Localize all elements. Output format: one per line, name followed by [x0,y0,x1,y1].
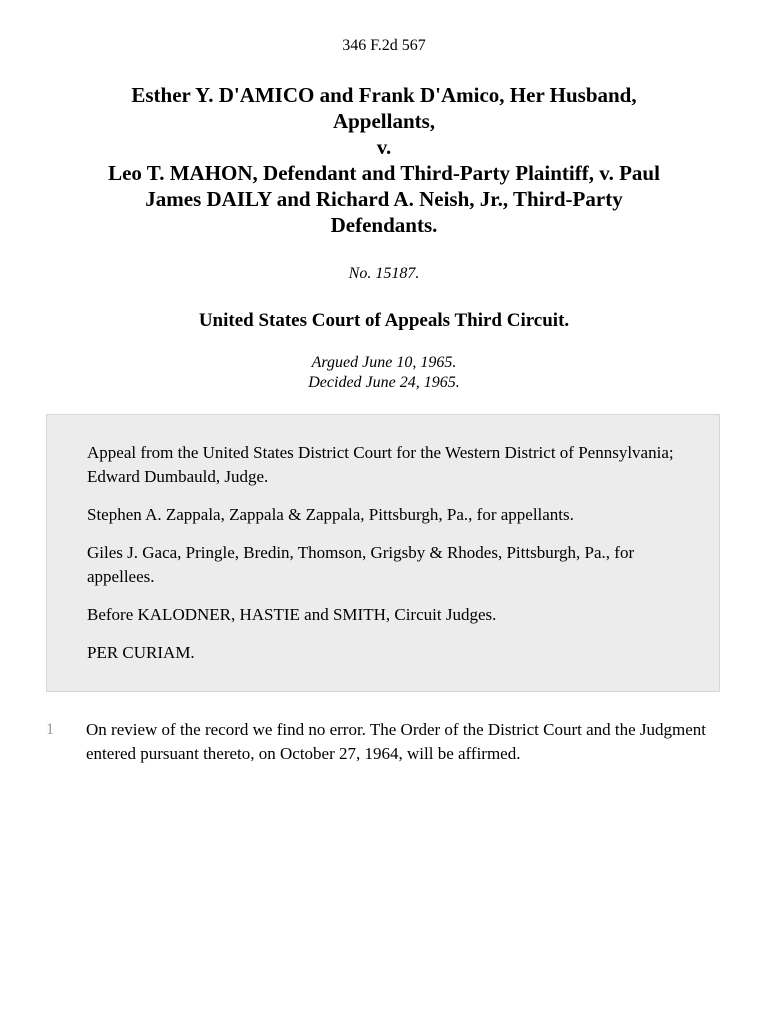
argued-date: Argued June 10, 1965. [311,354,457,371]
court-name: United States Court of Appeals Third Circuit. [198,310,570,331]
appellants-counsel: Stephen A. Zappala, Zappala & Zappala, Pittsburgh, Pa., for appellants. [87,505,574,524]
paragraph-number: 1 [46,721,54,738]
preliminary-matter [46,414,720,692]
citation: 346 F.2d 567 [342,37,426,54]
case-dates [0,353,768,393]
caption-line: Defendants. [330,213,438,237]
docket-number: No. 15187. [348,265,420,282]
per-curiam: PER CURIAM. [87,643,195,662]
caption-line: Appellants, [332,109,436,133]
appeal-from: Appeal from the United States District Court for the Western District of Pennsylvania; Edward Dumbauld, Judge. [87,443,674,486]
opinion-paragraph: On review of the record we find no error. The Order of the District Court and the Judgment entered pursuant thereto, on October 27, 1964, will be affirmed. [86,720,707,763]
caption-line: v. [376,135,392,159]
decided-date: Decided June 24, 1965. [308,374,460,391]
appellees-counsel: Giles J. Gaca, Pringle, Bredin, Thomson, Grigsby & Rhodes, Pittsburgh, Pa., for appellees. [87,543,635,586]
caption-line: Esther Y. D'AMICO and Frank D'Amico, Her Husband, [131,83,637,107]
case-caption [40,82,728,238]
panel-judges: Before KALODNER, HASTIE and SMITH, Circuit Judges. [87,605,497,624]
caption-line: James DAILY and Richard A. Neish, Jr., Third-Party [145,187,623,211]
caption-line: Leo T. MAHON, Defendant and Third-Party Plaintiff, v. Paul [108,161,660,185]
